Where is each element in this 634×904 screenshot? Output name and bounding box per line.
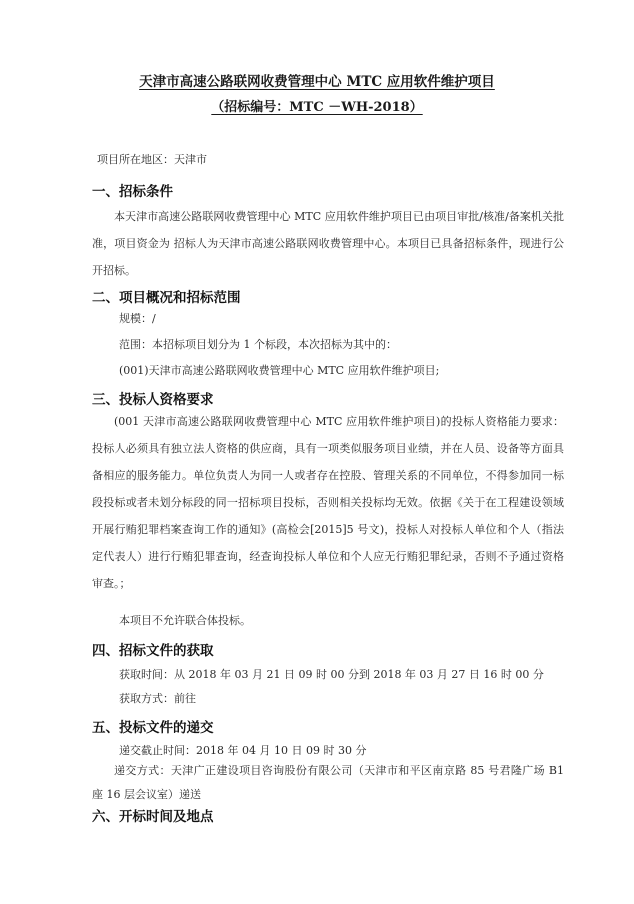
- section-6-heading: 六、开标时间及地点: [92, 809, 214, 825]
- submission-deadline: 递交截止时间：2018 年 04 月 10 日 09 时 30 分: [119, 744, 367, 757]
- section-3-body: (001 天津市高速公路联网收费管理中心 MTC 应用软件维护项目)的投标人资格能力要求：投标人必须具有独立法人资格的供应商，具有一项类似服务项目业绩，并在人员、设备等方面具备相应的服务能力。单位负责人为同一人或者存在控股、管理关系的不同单位，不得参加同一标段投标或者未划分标段的同一招标项目投标，否则相关投标均无效。依据《关于在工程建设领域开展行贿犯罪档案查询工作的通知》(高检会[2015]5 号文)，投标人对投标人单位和个人（指法定代表人）进行行贿犯罪查询，经查询投标人单位和个人应无行贿犯罪纪录，否则不予通过资格审查。；: [92, 415, 564, 590]
- joint-bid-note: 本项目不允许联合体投标。: [119, 614, 251, 627]
- submission-method: 递交方式：天津广正建设项目咨询股份有限公司（天津市和平区南京路 85 号君隆广场 B1 座 16 层会议室）递送: [92, 764, 564, 801]
- section-2-heading: 二、项目概况和招标范围: [92, 290, 241, 306]
- acquisition-time: 获取时间：从 2018 年 03 月 21 日 09 时 00 分到 2018 年 03 月 27 日 16 时 00 分: [119, 668, 544, 681]
- section-1-body: 本天津市高速公路联网收费管理中心 MTC 应用软件维护项目已由项目审批/核准/备案机关批准，项目资金为 招标人为天津市高速公路联网收费管理中心。本项目已具备招标条件，现进行公开招标。: [92, 210, 564, 277]
- project-scope: 范围：本招标项目划分为 1 个标段，本次招标为其中的：: [119, 338, 397, 351]
- section-4-heading: 四、招标文件的获取: [92, 643, 214, 659]
- project-scale: 规模：/: [119, 312, 156, 325]
- bid-number: （招标编号：MTC －WH-2018）: [211, 100, 423, 115]
- project-region: 项目所在地区：天津市: [97, 153, 207, 166]
- lot-item: (001)天津市高速公路联网收费管理中心 MTC 应用软件维护项目;: [119, 364, 440, 377]
- section-5-heading: 五、投标文件的递交: [92, 720, 214, 736]
- document-title: 天津市高速公路联网收费管理中心 MTC 应用软件维护项目: [139, 74, 495, 90]
- acquisition-method: 获取方式：前往: [119, 692, 196, 705]
- section-1-heading: 一、招标条件: [92, 184, 173, 200]
- section-3-heading: 三、投标人资格要求: [92, 392, 214, 408]
